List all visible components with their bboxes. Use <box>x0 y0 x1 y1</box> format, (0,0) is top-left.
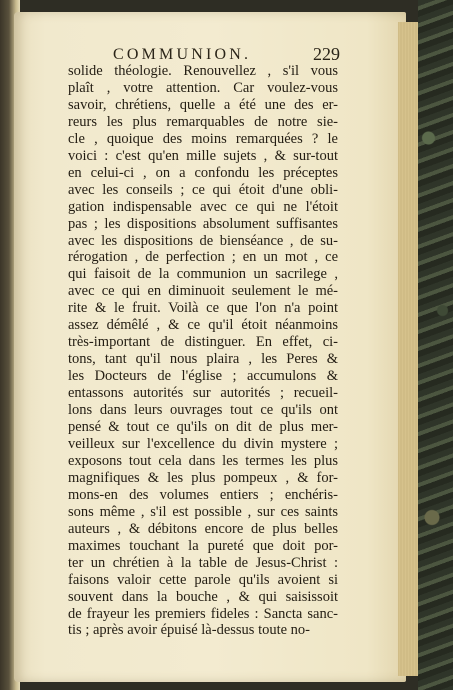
text-line: tons, tant qu'il nous plaira , les Peres & <box>68 351 338 368</box>
text-line: veilleux sur l'excellence du divin mystere ; <box>68 435 338 452</box>
text-line: rérogation , de perfection ; en un mot , ce <box>68 249 338 266</box>
text-line: maximes touchant la pureté que doit por- <box>68 537 338 554</box>
text-line: assez démêlé , & ce qu'il étoit néanmoins <box>68 317 338 334</box>
text-line: avec les conseils ; ce qui étoit d'une obli- <box>68 181 338 198</box>
running-title: COMMUNION. <box>113 46 252 63</box>
text-line: savoir, chrétiens, quelle a été une des er- <box>68 96 338 113</box>
text-line: solide théologie. Renouvellez , s'il vous <box>68 63 338 79</box>
text-line: reurs les plus remarquables de notre sie- <box>68 113 338 130</box>
text-line: souvent dans la bouche , & qui saisissoit <box>68 588 338 605</box>
text-line: sons même , s'il est possible , sur ces saints <box>68 503 338 520</box>
text-line: faisons valoir cette parole qu'ils avoient si <box>68 571 338 588</box>
text-line: ter un chrétien à la table de Jesus-Christ : <box>68 554 338 571</box>
text-line: avec les dispositions de bienséance , de su- <box>68 232 338 249</box>
page-block-edges <box>398 22 420 676</box>
page-number: 229 <box>313 44 340 64</box>
marbled-cover <box>418 0 453 690</box>
text-line: cle , quoique des moins remarquées ? le <box>68 130 338 147</box>
text-line: pensé & tout ce qu'ils on dit de plus mer- <box>68 419 338 436</box>
text-line: magnifiques & les plus pompeux , & for- <box>68 469 338 486</box>
text-line: voici : c'est qu'en mille sujets , & sur-tout <box>68 147 338 164</box>
text-line: gation indispensable avec ce qui ne l'étoit <box>68 198 338 215</box>
text-line: pas ; les dispositions absolument suffisantes <box>68 215 338 232</box>
text-line: lons dans leurs ouvrages tout ce qu'ils ont <box>68 402 338 419</box>
text-line: tis ; après avoir épuisé là-dessus toute no- <box>68 622 311 639</box>
text-line: rite & le fruit. Voilà ce que l'on n'a point <box>68 300 338 317</box>
text-line: plaît , votre attention. Car voulez-vous <box>68 79 338 96</box>
text-line: entassons autorités sur autorités ; recueil- <box>68 385 338 402</box>
text-line: de frayeur les premiers fideles : Sancta sanc- <box>68 605 338 622</box>
text-line: mons-en des volumes entiers ; enchéris- <box>68 486 338 503</box>
text-line: exposons tout cela dans les termes les plus <box>68 452 338 469</box>
text-line: en celui-ci , on a confondu les préceptes <box>68 164 338 181</box>
text-line: qui faisoit de la communion un sacrilege , <box>68 266 338 283</box>
text-line: auteurs , & débitons encore de plus belles <box>68 520 338 537</box>
text-line: très-important de distinguer. En effet, ci- <box>68 334 338 351</box>
body-text <box>68 63 338 639</box>
text-line: avec ce qui en diminuoit seulement le mé- <box>68 283 338 300</box>
text-line: les Docteurs de l'église ; accumulons & <box>68 368 338 385</box>
